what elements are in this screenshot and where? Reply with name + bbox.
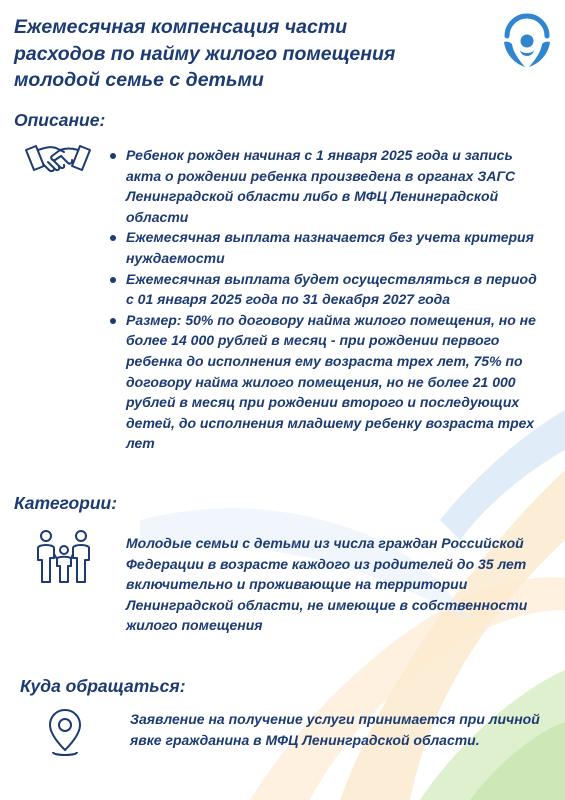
page-title <box>14 14 474 94</box>
where-text: Заявление на получение услуги принимается при личной явке гражданина в МФЦ Ленинградской области. <box>130 711 540 748</box>
list-item: Ежемесячная выплата назначается без учета критерия нуждаемости <box>104 227 548 268</box>
title-line: молодой семье с детьми <box>14 69 264 91</box>
location-pin-icon <box>48 708 82 760</box>
title-line: Ежемесячная компенсация части <box>14 16 348 38</box>
description-heading: Описание: <box>14 110 106 130</box>
list-item: Ежемесячная выплата будет осуществляться в период с 01 января 2025 года по 31 декабря 2027 года <box>104 269 548 310</box>
categories-text: Молодые семьи с детьми из числа граждан Российской Федерации в возрасте каждого из родителей до 35 лет включительно и проживающие на территории Ленинградской области, не имеющие в собственности жилого помещения <box>126 535 528 634</box>
title-line: расходов по найму жилого помещения <box>14 42 396 65</box>
description-list <box>104 145 548 454</box>
list-item: Размер: 50% по договору найма жилого помещения, но не более 14 000 рублей в месяц - при рождении первого ребенка до исполнения ему возраста трех лет, 75% по договору найма жилого помещения, но не более 21 000 рублей в месяц при рождении второго и последующих детей, до исполнения младшему ребенку возраста трех лет <box>104 310 548 454</box>
handshake-icon <box>24 140 92 180</box>
where-heading: Куда обращаться: <box>20 676 186 696</box>
categories-heading: Категории: <box>14 493 118 513</box>
social-support-logo-icon <box>498 12 556 74</box>
list-item: Ребенок рожден начиная с 1 января 2025 года и запись акта о рождении ребенка произведена в органах ЗАГС Ленинградской области либо в МФЦ Ленинградской области <box>104 145 548 227</box>
family-icon <box>34 528 94 584</box>
